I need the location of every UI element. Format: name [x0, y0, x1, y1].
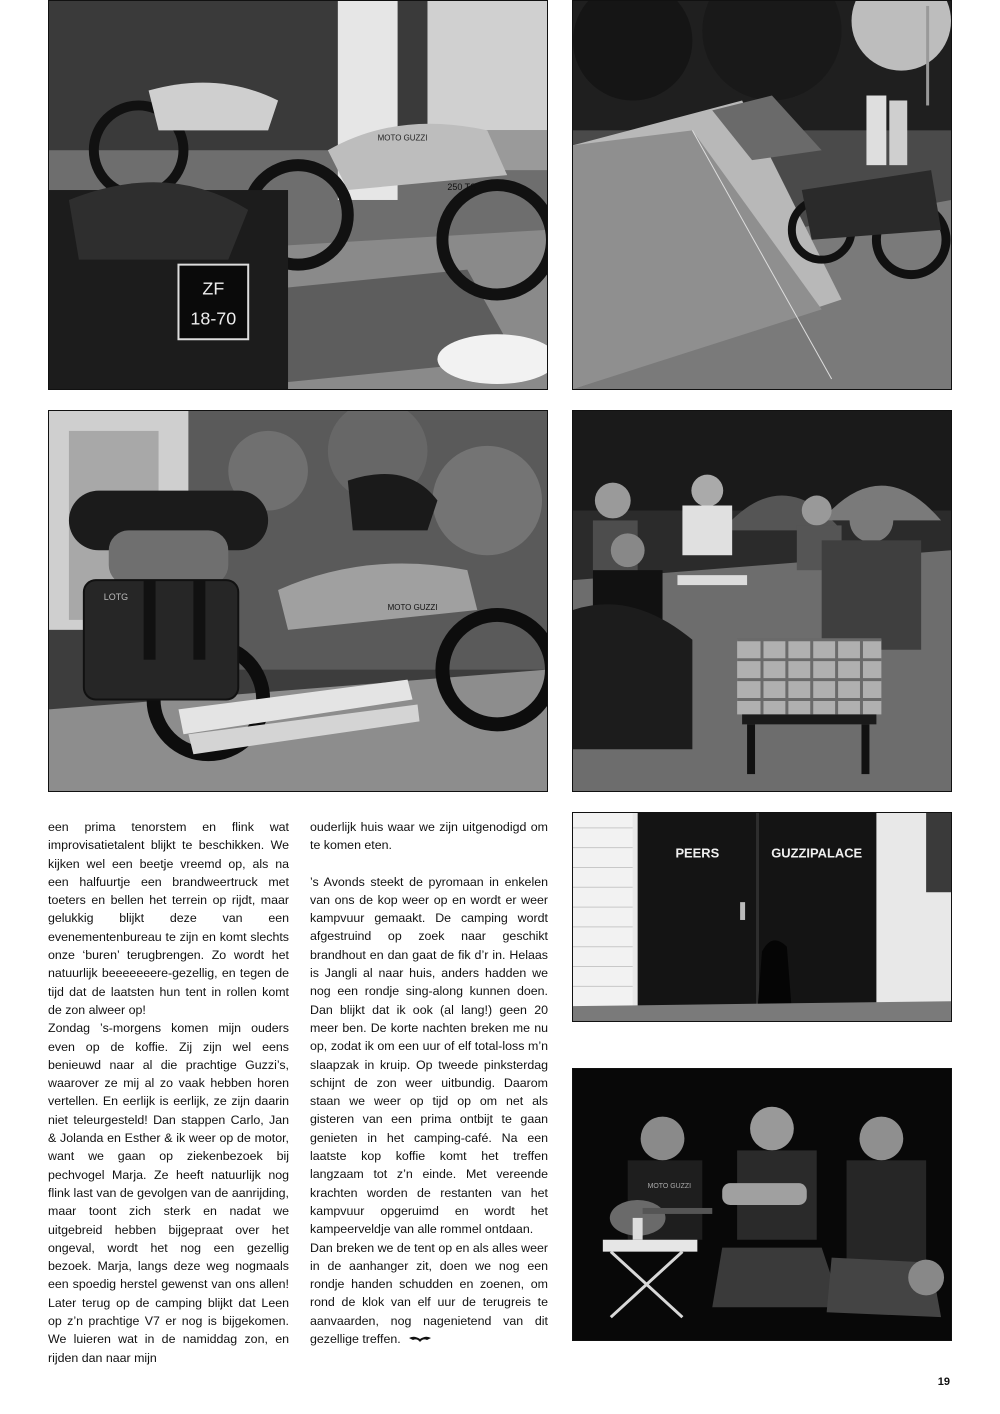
night-guitar-illustration	[573, 1069, 951, 1340]
license-plate-top: ZF	[202, 278, 225, 299]
photo-garage-motorcycles	[48, 0, 548, 390]
photo-tent-camping	[572, 0, 952, 390]
article-paragraph-text: Dan breken we de tent op en als alles weer in de aanhanger zit, doen we nog een rondje handen schudden en zoenen, om rond de klok van elf uur de terugreis te aanvaarden, nog nagenietend van dit gezellige treffen.	[310, 1240, 548, 1347]
tank-brand-label: MOTO GUZZI	[387, 602, 438, 612]
article-paragraph: ’s Avonds steekt de pyromaan in enkelen van ons de kop weer op en wordt er weer kampvuur gemaakt. De camping wordt afgestruind op zoek naar geschikt brandhout en dan gaat de fik d’r in. Helaas is Jangli al naar huis, anders hadden we nog een rondje sing-along kunnen doen. Dan blijkt dat ik ook (al lang!) geen 20 meer ben. De korte nachten breken me nu op, zodat ik om een uur of elf total-loss m’n slaapzak in kruip. Op tweede pinksterdag schijnt de zon weer uitbundig. Daarom staan we weer op tijd op om net als gisteren van een prima ontbijt te gaan genieten in het camping-café. Na een laatste kop koffie komt het treffen langzaam tot z’n einde. Met vereende krachten worden de restanten van het kampvuur opgeruimd en wordt het kampeerveldje van alle rommel ontdaan.	[310, 874, 548, 1237]
garage-motorcycles-illustration	[49, 1, 547, 389]
palace-doors-illustration	[573, 813, 951, 1021]
page-number: 19	[937, 1376, 950, 1388]
article-column-2	[310, 818, 548, 1348]
side-badge-label: 250 TS	[447, 182, 477, 193]
peers-sign: PEERS	[675, 845, 720, 861]
article-paragraph-final	[310, 1239, 548, 1349]
tent-camping-illustration	[573, 1, 951, 389]
touring-bike-illustration	[49, 411, 547, 791]
photo-touring-bike	[48, 410, 548, 792]
guzzipalace-sign: GUZZIPALACE	[771, 845, 863, 861]
tank-brand-label: MOTO GUZZI	[377, 133, 428, 143]
group-camping-illustration	[573, 411, 951, 791]
bag-label: LOTG	[103, 592, 129, 603]
license-plate-bottom: 18-70	[190, 308, 237, 329]
article-column-1	[48, 818, 289, 1367]
shirt-text: MOTO GUZZI	[647, 1183, 692, 1191]
photo-palace-doors	[572, 812, 952, 1022]
photo-night-guitar	[572, 1068, 952, 1341]
article-paragraph: Zondag ’s-morgens komen mijn ouders even op de koffie. Zij zijn wel eens benieuwd naar al die prachtige Guzzi’s, waarover ze mij al zo vaak hebben horen vertellen. En eerlijk is eerlijk, ze zijn daarin niet teleurgesteld! Dan stappen Carlo, Jan & Jolanda en Esther & ik weer op de motor, want we gaan op ziekenbezoek bij pechvogel Marja. Ze heeft natuurlijk nog flink last van de gevolgen van de aanrijding, maar toont zich sterk en nadat we uitgebreid hebben bijgepraat over het ongeval, wordt het nog een gezellig bezoek. Marja, langs deze weg nogmaals een spoedig herstel gewenst van ons allen! Later terug op de camping blijkt dat Leen op z’n prachtige V7 er nog is bijgekomen. We luieren wat in de namiddag zon, en rijden dan naar mijn	[48, 1021, 289, 1365]
photo-group-camping	[572, 410, 952, 792]
moto-guzzi-eagle-icon	[409, 1335, 431, 1344]
article-paragraph: ouderlijk huis waar we zijn uitgenodigd om te komen eten.	[310, 820, 548, 853]
article-paragraph: een prima tenorstem en flink wat improvisatietalent blijkt te beschikken. We kijken wel een beetje vreemd op, als na een halfuurtje een brandweertruck met toeters en bellen het terrein op rijdt, maar gelukkig blijkt deze van een evenementenbureau te zijn en komt slechts onze ‘buren’ terugbrengen. Zo wordt het natuurlijk beeeeeeere-gezellig, en tegen de tijd dat de laatsten hun tent in rollen komt de zon alweer op!	[48, 820, 289, 1017]
